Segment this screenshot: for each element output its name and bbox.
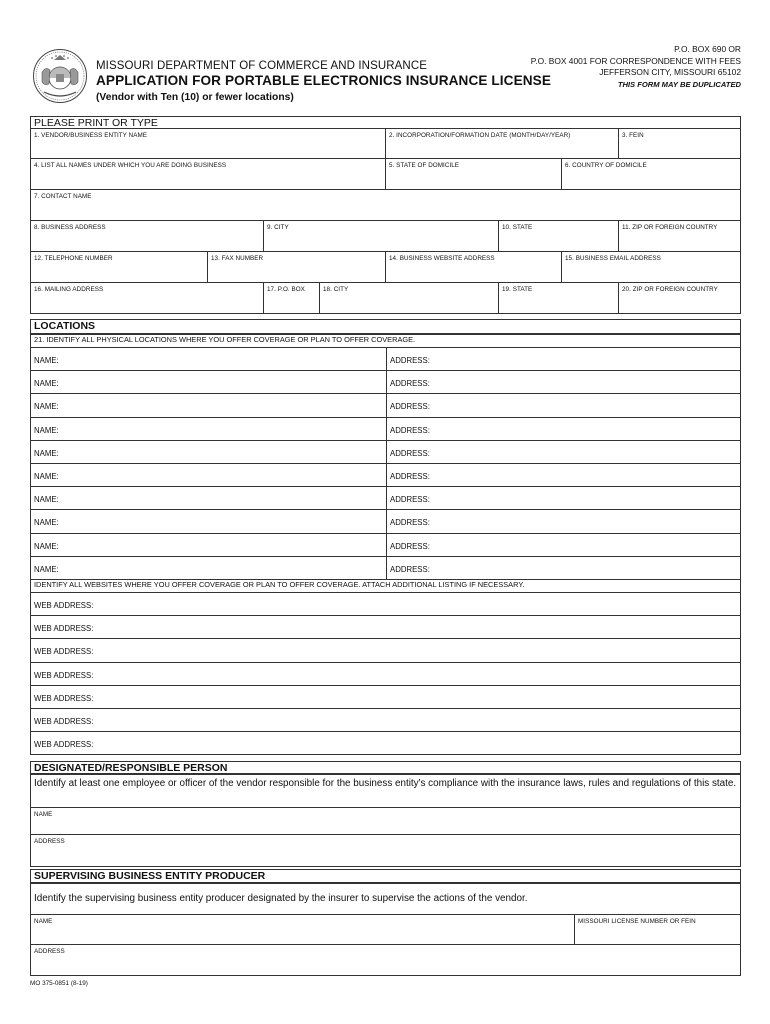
location-name-field[interactable]: NAME:: [34, 564, 59, 574]
location-address-field[interactable]: ADDRESS:: [390, 564, 430, 574]
contact-name-field[interactable]: 7. CONTACT NAME: [34, 193, 92, 200]
vendor-name-field[interactable]: 1. VENDOR/BUSINESS ENTITY NAME: [31, 129, 386, 158]
location-row: [30, 464, 741, 487]
location-name-field[interactable]: NAME:: [34, 425, 59, 435]
web-address-row[interactable]: [30, 732, 741, 755]
designated-name-field[interactable]: NAME: [30, 807, 741, 835]
supervising-heading: SUPERVISING BUSINESS ENTITY PRODUCER: [30, 869, 741, 884]
location-name-field[interactable]: NAME:: [34, 541, 59, 551]
telephone-field[interactable]: 12. TELEPHONE NUMBER: [31, 252, 208, 282]
row-mailing-address: [30, 283, 741, 314]
location-address-field[interactable]: ADDRESS:: [390, 472, 430, 481]
web-address-label: WEB ADDRESS:: [34, 740, 94, 750]
web-address-row[interactable]: [30, 709, 741, 732]
web-address-row[interactable]: [30, 616, 741, 639]
website-field[interactable]: 14. BUSINESS WEBSITE ADDRESS: [386, 252, 562, 282]
web-address-label: WEB ADDRESS:: [34, 670, 94, 680]
state-of-domicile-field[interactable]: 5. STATE OF DOMICILE: [386, 159, 562, 189]
location-row: [30, 487, 741, 510]
supervising-row-name: [30, 914, 741, 945]
row-vendor-name: [30, 128, 741, 159]
location-name-field[interactable]: NAME:: [34, 402, 59, 412]
web-address-label: WEB ADDRESS:: [34, 717, 94, 726]
location-row: [30, 510, 741, 533]
location-address-field[interactable]: ADDRESS:: [390, 541, 430, 551]
row-contact: [30, 190, 741, 221]
supervising-text: Identify the supervising business entity producer designated by the insurer to supervise the actions of the vendor.: [30, 884, 741, 914]
location-row: [30, 441, 741, 464]
address-line-3: JEFFERSON CITY, MISSOURI 65102: [599, 67, 741, 77]
location-address-field[interactable]: ADDRESS:: [390, 379, 430, 389]
location-row: [30, 371, 741, 394]
email-field[interactable]: 15. BUSINESS EMAIL ADDRESS: [565, 255, 661, 262]
web-address-row[interactable]: [30, 639, 741, 662]
location-name-field[interactable]: NAME:: [34, 472, 59, 481]
web-address-label: WEB ADDRESS:: [34, 693, 94, 703]
dba-names-field[interactable]: 4. LIST ALL NAMES UNDER WHICH YOU ARE DOING BUSINESS: [31, 159, 386, 189]
websites-instruction: IDENTIFY ALL WEBSITES WHERE YOU OFFER COVERAGE OR PLAN TO OFFER COVERAGE. ATTACH ADDITIONAL LISTING IF NECESSARY.: [30, 580, 741, 593]
business-city-field[interactable]: 9. CITY: [264, 221, 499, 251]
fax-field[interactable]: 13. FAX NUMBER: [208, 252, 386, 282]
form-number: MO 375-0851 (8-19): [30, 980, 88, 987]
web-address-row[interactable]: [30, 686, 741, 709]
incorporation-date-field[interactable]: 2. INCORPORATION/FORMATION DATE (MONTH/DAY/YEAR): [386, 129, 619, 158]
mailing-city-field[interactable]: 18. CITY: [320, 283, 499, 313]
designated-text: Identify at least one employee or officer of the vendor responsible for the business entity's compliance with the insurance laws, rules and regulations of this state.: [30, 775, 741, 807]
location-name-field[interactable]: NAME:: [34, 495, 59, 505]
address-line-1: P.O. BOX 690 OR: [674, 44, 741, 54]
location-address-field[interactable]: ADDRESS:: [390, 448, 430, 458]
location-address-field[interactable]: ADDRESS:: [390, 356, 430, 365]
locations-instruction: 21. IDENTIFY ALL PHYSICAL LOCATIONS WHERE YOU OFFER COVERAGE OR PLAN TO OFFER COVERAGE.: [30, 335, 741, 348]
location-row: [30, 534, 741, 557]
web-address-label: WEB ADDRESS:: [34, 601, 94, 610]
location-name-field[interactable]: NAME:: [34, 448, 59, 458]
location-row: [30, 348, 741, 371]
mailing-zip-field[interactable]: 20. ZIP OR FOREIGN COUNTRY: [622, 286, 718, 293]
designated-heading: DESIGNATED/RESPONSIBLE PERSON: [30, 761, 741, 775]
web-address-label: WEB ADDRESS:: [34, 647, 94, 657]
address-line-2: P.O. BOX 4001 FOR CORRESPONDENCE WITH FEES: [530, 55, 741, 66]
location-address-field[interactable]: ADDRESS:: [390, 495, 430, 505]
web-address-row[interactable]: [30, 663, 741, 686]
location-name-field[interactable]: NAME:: [34, 518, 59, 528]
mailing-info: [531, 44, 741, 90]
location-row: [30, 418, 741, 441]
web-address-row[interactable]: [30, 593, 741, 616]
supervising-name-field[interactable]: NAME: [31, 915, 575, 944]
location-name-field[interactable]: NAME:: [34, 379, 59, 389]
row-business-address: [30, 221, 741, 252]
duplicated-note: THIS FORM MAY BE DUPLICATED: [617, 79, 741, 89]
location-name-field[interactable]: NAME:: [34, 356, 59, 365]
location-address-field[interactable]: ADDRESS:: [390, 402, 430, 412]
row-dba: [30, 159, 741, 190]
row-telephone: [30, 252, 741, 283]
fein-field[interactable]: 3. FEIN: [622, 132, 644, 139]
missouri-state-seal-icon: [32, 48, 88, 104]
business-address-field[interactable]: 8. BUSINESS ADDRESS: [31, 221, 264, 251]
location-row: [30, 557, 741, 580]
location-address-field[interactable]: ADDRESS:: [390, 425, 430, 435]
location-address-field[interactable]: ADDRESS:: [390, 518, 430, 528]
form-subtitle: (Vendor with Ten (10) or fewer locations): [96, 92, 294, 103]
supervising-address-field[interactable]: ADDRESS: [30, 945, 741, 976]
mailing-address-field[interactable]: 16. MAILING ADDRESS: [31, 283, 264, 313]
print-heading: PLEASE PRINT OR TYPE: [30, 116, 741, 129]
web-address-label: WEB ADDRESS:: [34, 624, 94, 634]
form-title: APPLICATION FOR PORTABLE ELECTRONICS INSURANCE LICENSE: [96, 73, 552, 88]
designated-address-field[interactable]: ADDRESS: [30, 835, 741, 867]
mailing-state-field[interactable]: 19. STATE: [499, 283, 619, 313]
locations-heading: LOCATIONS: [30, 319, 741, 335]
po-box-field[interactable]: 17. P.O. BOX: [264, 283, 320, 313]
department-name: MISSOURI DEPARTMENT OF COMMERCE AND INSURANCE: [96, 60, 428, 72]
supervising-license-field[interactable]: MISSOURI LICENSE NUMBER OR FEIN: [578, 918, 696, 925]
location-row: [30, 394, 741, 417]
business-state-field[interactable]: 10. STATE: [499, 221, 619, 251]
business-zip-field[interactable]: 11. ZIP OR FOREIGN COUNTRY: [622, 224, 718, 231]
country-of-domicile-field[interactable]: 6. COUNTRY OF DOMICILE: [565, 162, 647, 169]
